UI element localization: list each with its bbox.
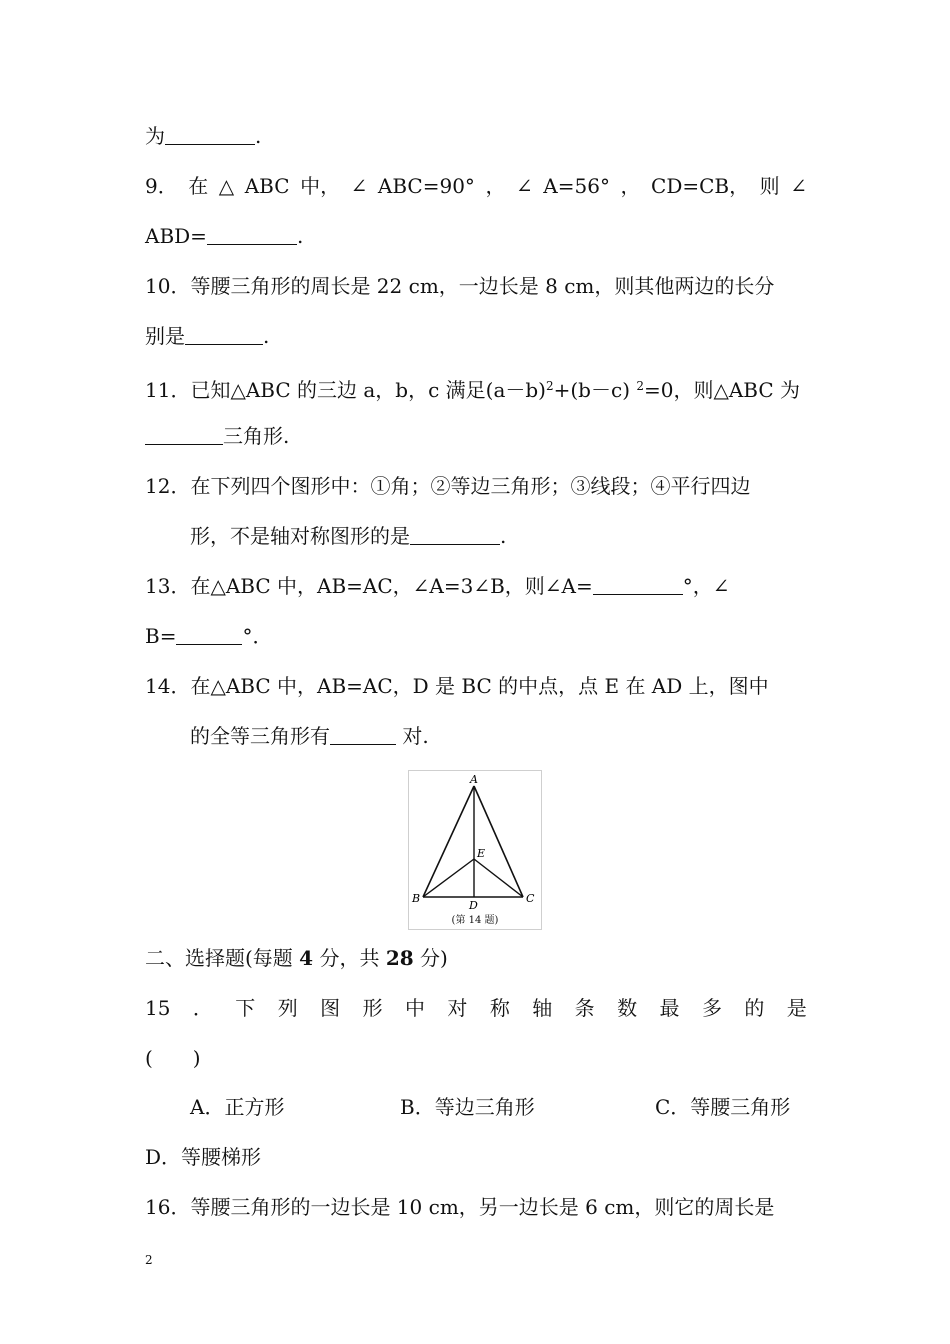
q9-token: 在 [188, 174, 209, 198]
q15-line-2: ( ) [145, 1046, 201, 1070]
q11-line-2: 三角形. [145, 423, 807, 449]
q9-token: 9． [145, 174, 178, 198]
q8-continuation: 为 . [145, 124, 262, 148]
q12-line-1: 12．在下列四个图形中：①角；②等边三角形；③线段；④平行四边 [145, 474, 751, 498]
q15-token: 中 [404, 996, 425, 1020]
segment-ec [474, 859, 523, 897]
side-ac [474, 786, 523, 897]
answer-blank [165, 126, 255, 145]
q16-line-1: 16．等腰三角形的一边长是 10 cm，另一边长是 6 cm，则它的周长是 [145, 1195, 775, 1219]
q11-line-1: 11．已知△ABC 的三边 a，b，c 满足$(a-b)^2+(b-c)$ $^2$=0，则△ABC 为 [145, 378, 801, 402]
q14-line-2: 的全等三角形有 对. [190, 724, 429, 748]
q9-token: ∠ [350, 174, 368, 198]
q13-line-1: 13．在△ABC 中，AB=AC，∠A=3∠B，则∠A= °，∠ [145, 574, 730, 598]
q15-token: 数 [617, 996, 638, 1020]
q10-line-1: 10．等腰三角形的周长是 22 cm，一边长是 8 cm，则其他两边的长分 [145, 274, 775, 298]
q15-token: 称 [489, 996, 510, 1020]
q15-token: 对 [447, 996, 468, 1020]
label-d: D [469, 899, 478, 912]
label-e: E [477, 847, 486, 860]
answer-blank [330, 726, 396, 745]
q15-token: 形 [362, 996, 383, 1020]
q15-token: 图 [320, 996, 341, 1020]
q15-option-c: C．等腰三角形 [655, 1095, 791, 1119]
side-ab [423, 786, 474, 897]
q15-token: 轴 [532, 996, 553, 1020]
q13-line-2: B= °． [145, 624, 273, 648]
q15-token: 下 [235, 996, 256, 1020]
q15-line-1 [145, 995, 807, 1021]
answer-blank [207, 226, 297, 245]
q9-token: 中， [300, 174, 341, 198]
answer-blank [185, 326, 263, 345]
label-a: A [470, 773, 478, 786]
triangle-diagram [409, 771, 541, 929]
q9-token: 则 [759, 174, 780, 198]
q10-line-2: 别是 . [145, 324, 270, 348]
label-c: C [526, 892, 535, 905]
q9-token: ， [620, 174, 641, 198]
q9-token: ∠ [790, 174, 807, 198]
q9-token: ABC [244, 174, 290, 198]
q9-token: ∠ [516, 174, 533, 198]
q15-token: 条 [574, 996, 595, 1020]
figure-caption: (第 14 题) [451, 915, 499, 926]
q15-token: 列 [277, 996, 298, 1020]
q15-option-a: A．正方形 [190, 1095, 285, 1119]
answer-blank [176, 626, 242, 645]
q9-token: A=56° [543, 174, 610, 198]
q14-figure [408, 770, 542, 930]
q9-token: ， [485, 174, 506, 198]
q9-token: ABC=90° [377, 174, 475, 198]
q14-line-1: 14．在△ABC 中，AB=AC，D 是 BC 的中点，点 E 在 AD 上，图中 [145, 674, 769, 698]
answer-blank [593, 576, 683, 595]
q9-token: CD=CB， [651, 174, 750, 198]
section-2-heading: 二、选择题(每题 4 分，共 28 分) [145, 946, 448, 970]
label-b: B [412, 892, 421, 905]
q15-token: 是 [786, 996, 807, 1020]
q15-option-d: D．等腰梯形 [145, 1145, 262, 1169]
q9-line-1 [145, 173, 807, 199]
q15-token: 15 [145, 996, 171, 1020]
q15-token: 多 [701, 996, 722, 1020]
q15-option-b: B．等边三角形 [400, 1095, 535, 1119]
q9-line-2: ABD= . [145, 224, 304, 248]
q12-line-2: 形，不是轴对称图形的是 . [190, 524, 507, 548]
answer-blank [410, 526, 500, 545]
q15-token: ． [192, 996, 213, 1020]
answer-blank [145, 426, 223, 445]
q9-token: △ [218, 174, 235, 198]
q15-token: 最 [659, 996, 680, 1020]
page-number: 2 [145, 1253, 153, 1267]
segment-eb [423, 859, 474, 897]
q15-token: 的 [744, 996, 765, 1020]
